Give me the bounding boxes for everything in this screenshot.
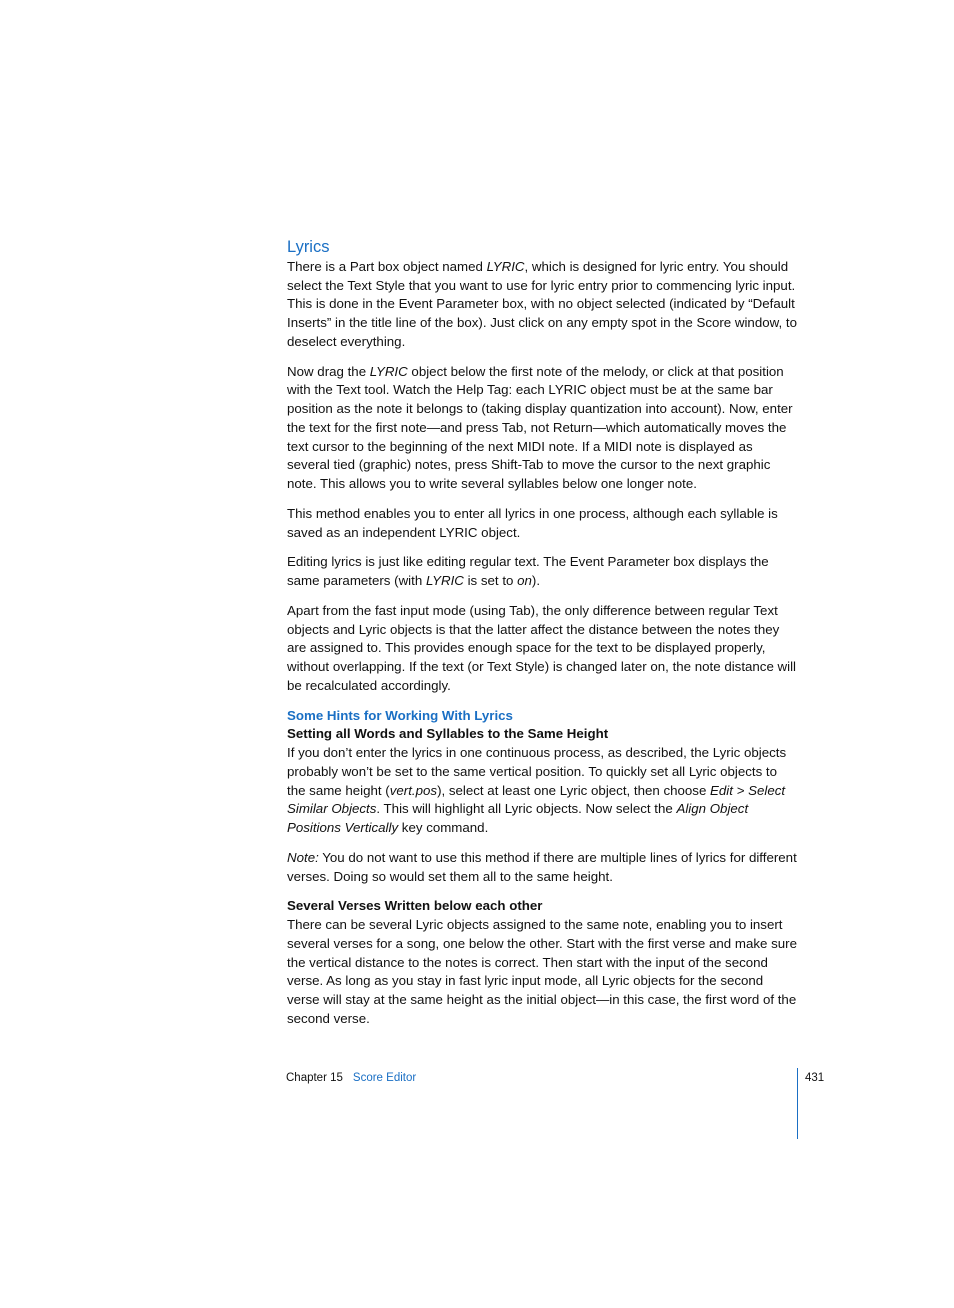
paragraph xyxy=(287,258,799,352)
text-run-italic: Edit > Select Similar Objects xyxy=(287,782,786,817)
section-title: Lyrics xyxy=(287,238,330,256)
page-number: 431 xyxy=(805,1072,825,1084)
paragraph: Apart from the fast input mode (using Tab), the only difference between regular Text objects and Lyric objects is that the latter affect the distance between the notes they are assigned to. This provides enough space for the text to be displayed properly, without overlapping. If the text (or Text Style) is changed later on, the note distance will be recalculated accordingly. xyxy=(287,603,797,693)
text-run: object below the first note of the melody, or click at that position with the Text tool. Watch the Help Tag: each LYRIC object must be at the same bar position as the note it belongs to (taking display quantization into account). Now, enter the text for the first note—and press Tab, not Return—which automatically moves the text cursor to the beginning of the next MIDI note. If a MIDI note is displayed as several tied (graphic) notes, press Shift-Tab to move the cursor to the next graphic note. This allows you to write several syllables below one longer note. xyxy=(287,363,793,491)
text-run: There is a Part box object named xyxy=(287,259,487,274)
text-run-italic: LYRIC xyxy=(425,573,464,589)
text-run: . This will highlight all Lyric objects. Now select the xyxy=(376,801,677,817)
text-run: Editing lyrics is just like editing regular text. The Event Parameter box displays the same parameters (with xyxy=(287,554,769,589)
text-run-italic: LYRIC xyxy=(369,363,408,379)
note-label: Note: xyxy=(287,849,319,865)
text-run-italic: Align Object Positions Vertically xyxy=(287,801,749,835)
subhead: Several Verses Written below each other xyxy=(287,898,543,914)
text-run: key command. xyxy=(398,819,489,835)
paragraph xyxy=(287,744,799,838)
subhead: Setting all Words and Syllables to the Same Height xyxy=(287,726,609,742)
chapter-label: Chapter 15 xyxy=(286,1072,343,1084)
paragraph: There can be several Lyric objects assigned to the same note, enabling you to insert several verses for a song, one below the other. Start with the first verse and make sure the vertical distance to the notes is correct. Then start with the input of the second verse. As long as you stay in fast lyric input mode, all Lyric objects for the second verse will stay at the same height as the initial object—in this case, the first word of the second verse. xyxy=(287,917,797,1026)
page-content xyxy=(287,236,799,1040)
text-run-italic: LYRIC xyxy=(486,259,525,274)
text-run-italic: vert.pos xyxy=(389,782,438,798)
note-paragraph xyxy=(287,849,799,886)
page-footer xyxy=(286,1070,416,1086)
page-rule xyxy=(797,1068,798,1139)
text-run-italic: on xyxy=(517,573,532,589)
note-text: You do not want to use this method if there are multiple lines of lyrics for different verses. Doing so would set them all to the same height. xyxy=(287,849,797,884)
text-run: ). xyxy=(531,573,541,589)
text-run: If you don’t enter the lyrics in one continuous process, as described, the Lyric objects probably won’t be set to the same vertical position. To quickly set all Lyric objects to the same height ( xyxy=(287,745,787,798)
text-run: is set to xyxy=(463,573,518,589)
text-run: , which is designed for lyric entry. You should select the Text Style that you want to use for lyric entry prior to commencing lyric input. This is done in the Event Parameter box, with no object selected (indicated by “Default Inserts” in the title line of the box). Just click on any empty spot in the Score window, to deselect everything. xyxy=(287,259,797,349)
chapter-title-link[interactable]: Score Editor xyxy=(352,1072,417,1084)
text-run: ), select at least one Lyric object, then choose xyxy=(437,782,711,798)
subsection-title: Some Hints for Working With Lyrics xyxy=(287,707,513,723)
paragraph xyxy=(287,553,799,590)
text-run: Now drag the xyxy=(287,363,370,379)
paragraph xyxy=(287,363,799,494)
paragraph: This method enables you to enter all lyrics in one process, although each syllable is saved as an independent LYRIC object. xyxy=(287,505,778,540)
